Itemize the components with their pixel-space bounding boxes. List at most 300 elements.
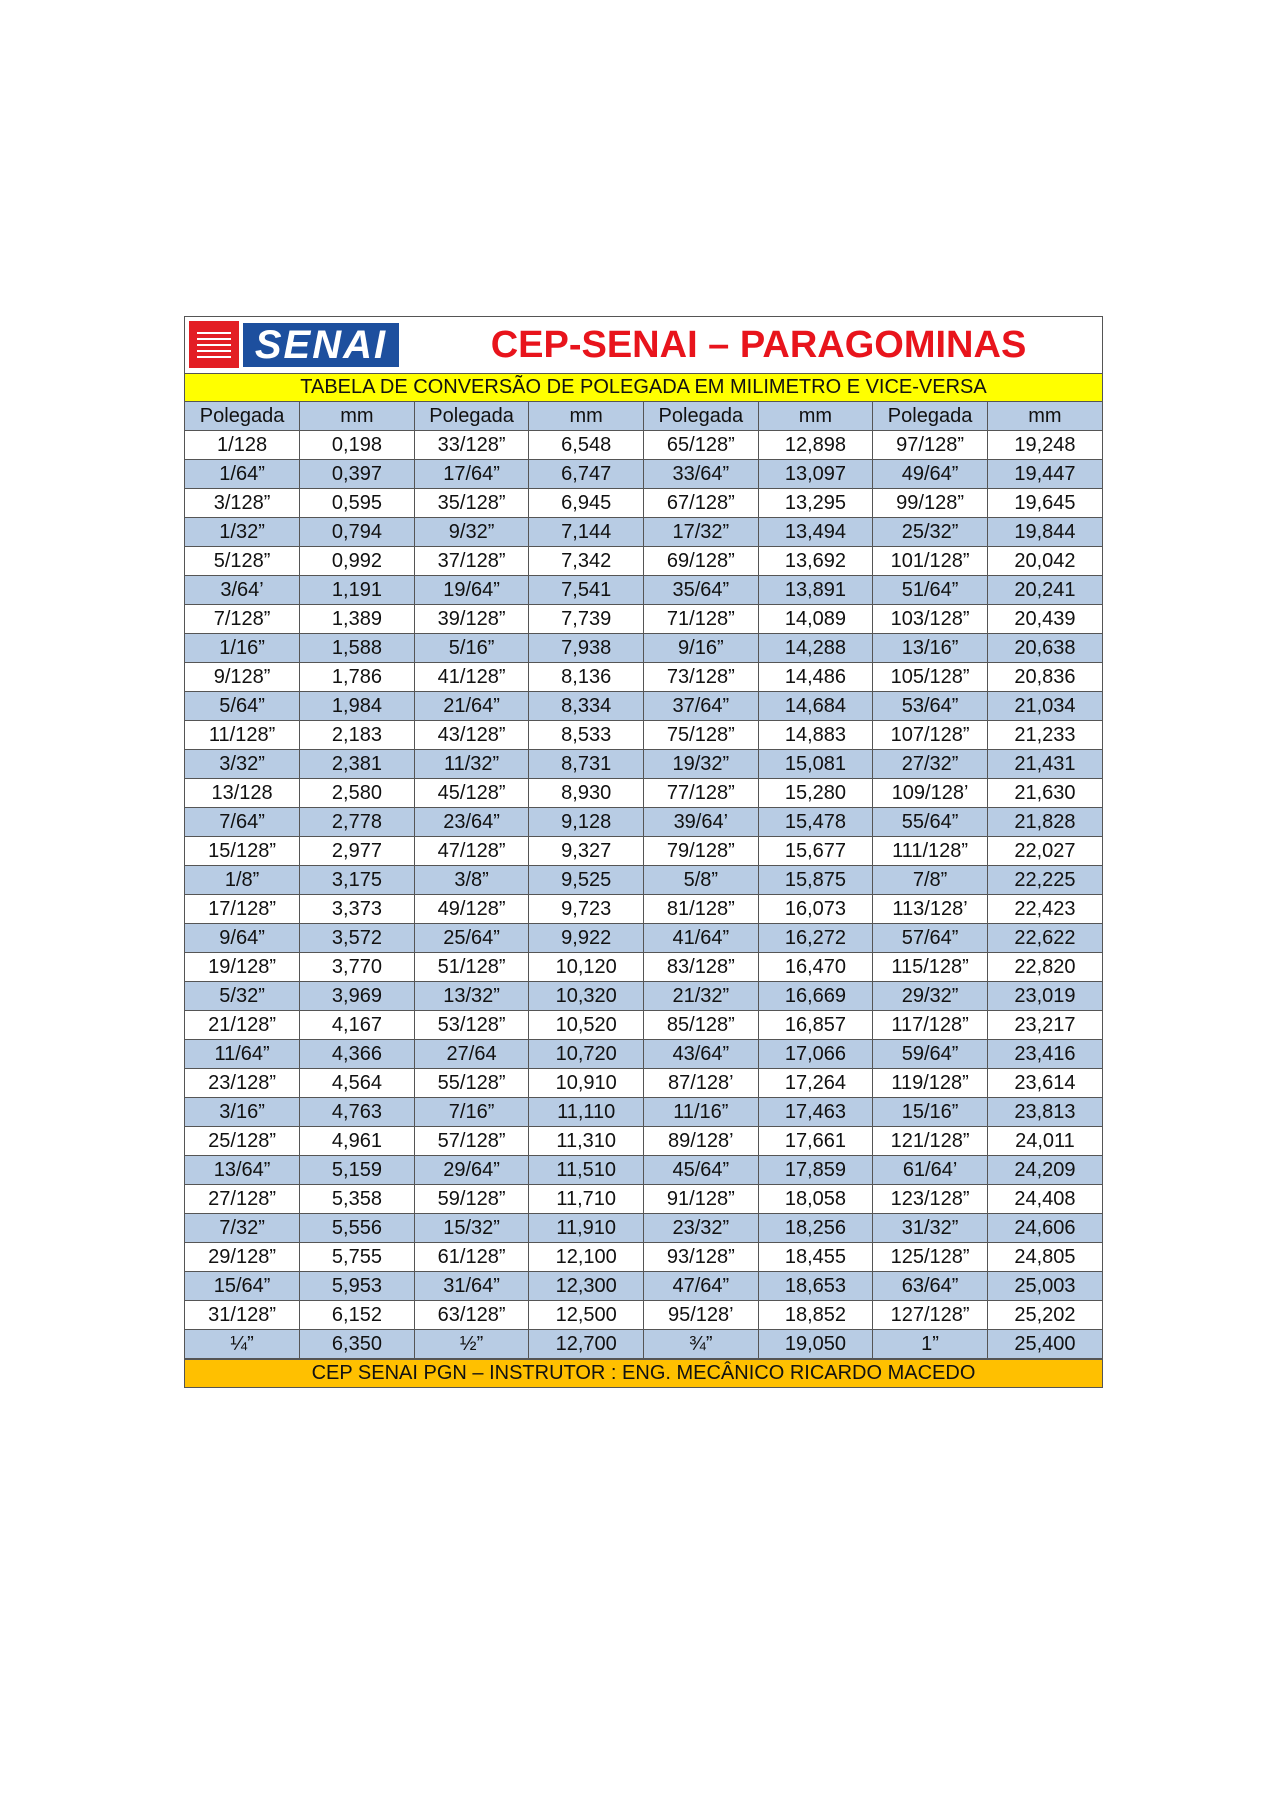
column-header: mm — [529, 402, 644, 431]
mm-cell: 6,747 — [529, 460, 644, 489]
table-row — [185, 1185, 1102, 1214]
mm-cell: 19,050 — [758, 1330, 873, 1359]
column-header: Polegada — [185, 402, 300, 431]
mm-cell: 3,373 — [300, 895, 415, 924]
mm-cell: 17,463 — [758, 1098, 873, 1127]
table-row — [185, 895, 1102, 924]
inch-cell: 23/64” — [414, 808, 529, 837]
inch-cell: 21/128” — [185, 1011, 300, 1040]
mm-cell: 11,910 — [529, 1214, 644, 1243]
mm-cell: 21,034 — [987, 692, 1102, 721]
inch-cell: 3/16” — [185, 1098, 300, 1127]
mm-cell: 13,891 — [758, 576, 873, 605]
inch-cell: 15/16” — [873, 1098, 988, 1127]
mm-cell: 16,073 — [758, 895, 873, 924]
mm-cell: 24,408 — [987, 1185, 1102, 1214]
inch-cell: 87/128’ — [644, 1069, 759, 1098]
inch-cell: 5/8” — [644, 866, 759, 895]
inch-cell: 75/128” — [644, 721, 759, 750]
inch-cell: 1/16” — [185, 634, 300, 663]
inch-cell: 7/8” — [873, 866, 988, 895]
mm-cell: 8,334 — [529, 692, 644, 721]
inch-cell: 11/64” — [185, 1040, 300, 1069]
inch-cell: 105/128” — [873, 663, 988, 692]
mm-cell: 19,248 — [987, 431, 1102, 460]
mm-cell: 3,770 — [300, 953, 415, 982]
mm-cell: 25,003 — [987, 1272, 1102, 1301]
mm-cell: 21,630 — [987, 779, 1102, 808]
inch-cell: 65/128” — [644, 431, 759, 460]
inch-cell: 43/64” — [644, 1040, 759, 1069]
table-row — [185, 1069, 1102, 1098]
inch-cell: 33/128” — [414, 431, 529, 460]
inch-cell: 73/128” — [644, 663, 759, 692]
inch-cell: 9/128” — [185, 663, 300, 692]
inch-cell: 21/64” — [414, 692, 529, 721]
mm-cell: 1,191 — [300, 576, 415, 605]
inch-cell: 19/128” — [185, 953, 300, 982]
inch-cell: 111/128” — [873, 837, 988, 866]
mm-cell: 24,805 — [987, 1243, 1102, 1272]
inch-cell: 33/64” — [644, 460, 759, 489]
mm-cell: 14,288 — [758, 634, 873, 663]
mm-cell: 2,381 — [300, 750, 415, 779]
inch-cell: 71/128” — [644, 605, 759, 634]
inch-cell: 17/128” — [185, 895, 300, 924]
inch-cell: 91/128” — [644, 1185, 759, 1214]
mm-cell: 0,992 — [300, 547, 415, 576]
table-row — [185, 547, 1102, 576]
mm-cell: 23,019 — [987, 982, 1102, 1011]
mm-cell: 5,556 — [300, 1214, 415, 1243]
inch-cell: 37/128” — [414, 547, 529, 576]
mm-cell: 1,389 — [300, 605, 415, 634]
mm-cell: 8,533 — [529, 721, 644, 750]
mm-cell: 7,938 — [529, 634, 644, 663]
inch-cell: 17/32” — [644, 518, 759, 547]
table-row — [185, 866, 1102, 895]
mm-cell: 22,622 — [987, 924, 1102, 953]
mm-cell: 16,470 — [758, 953, 873, 982]
mm-cell: 10,520 — [529, 1011, 644, 1040]
inch-cell: 93/128” — [644, 1243, 759, 1272]
mm-cell: 11,510 — [529, 1156, 644, 1185]
mm-cell: 10,320 — [529, 982, 644, 1011]
mm-cell: 23,614 — [987, 1069, 1102, 1098]
inch-cell: 69/128” — [644, 547, 759, 576]
instructor-footer: CEP SENAI PGN – INSTRUTOR : ENG. MECÂNICO RICARDO MACEDO — [185, 1359, 1102, 1387]
table-row — [185, 1040, 1102, 1069]
mm-cell: 7,541 — [529, 576, 644, 605]
inch-cell: 11/32” — [414, 750, 529, 779]
mm-cell: 11,310 — [529, 1127, 644, 1156]
mm-cell: 19,645 — [987, 489, 1102, 518]
mm-cell: 5,358 — [300, 1185, 415, 1214]
inch-cell: 1/128 — [185, 431, 300, 460]
mm-cell: 11,710 — [529, 1185, 644, 1214]
inch-cell: 47/128” — [414, 837, 529, 866]
inch-cell: 43/128” — [414, 721, 529, 750]
table-row — [185, 1243, 1102, 1272]
inch-cell: 89/128’ — [644, 1127, 759, 1156]
mm-cell: 11,110 — [529, 1098, 644, 1127]
mm-cell: 0,794 — [300, 518, 415, 547]
table-row — [185, 1214, 1102, 1243]
mm-cell: 6,945 — [529, 489, 644, 518]
inch-cell: 7/16” — [414, 1098, 529, 1127]
inch-cell: 51/128” — [414, 953, 529, 982]
table-row — [185, 576, 1102, 605]
inch-cell: 121/128” — [873, 1127, 988, 1156]
mm-cell: 2,183 — [300, 721, 415, 750]
inch-cell: 7/128” — [185, 605, 300, 634]
mm-cell: 6,548 — [529, 431, 644, 460]
inch-cell: 27/128” — [185, 1185, 300, 1214]
mm-cell: 5,755 — [300, 1243, 415, 1272]
mm-cell: 14,486 — [758, 663, 873, 692]
table-row — [185, 605, 1102, 634]
column-header: Polegada — [873, 402, 988, 431]
inch-cell: 85/128” — [644, 1011, 759, 1040]
mm-cell: 9,128 — [529, 808, 644, 837]
inch-cell: 9/64” — [185, 924, 300, 953]
mm-cell: 13,097 — [758, 460, 873, 489]
mm-cell: 7,144 — [529, 518, 644, 547]
inch-cell: 107/128” — [873, 721, 988, 750]
mm-cell: 4,763 — [300, 1098, 415, 1127]
inch-cell: 7/32” — [185, 1214, 300, 1243]
inch-cell: 61/64’ — [873, 1156, 988, 1185]
inch-cell: 1/32” — [185, 518, 300, 547]
mm-cell: 14,684 — [758, 692, 873, 721]
inch-cell: 99/128” — [873, 489, 988, 518]
inch-cell: 15/64” — [185, 1272, 300, 1301]
inch-cell: 81/128” — [644, 895, 759, 924]
mm-cell: 13,692 — [758, 547, 873, 576]
inch-cell: 97/128” — [873, 431, 988, 460]
mm-cell: 15,081 — [758, 750, 873, 779]
table-row — [185, 489, 1102, 518]
mm-cell: 0,595 — [300, 489, 415, 518]
inch-cell: 113/128’ — [873, 895, 988, 924]
table-row — [185, 808, 1102, 837]
mm-cell: 20,439 — [987, 605, 1102, 634]
inch-cell: 11/128” — [185, 721, 300, 750]
inch-cell: 5/32” — [185, 982, 300, 1011]
inch-cell: 13/16” — [873, 634, 988, 663]
mm-cell: 22,027 — [987, 837, 1102, 866]
inch-cell: 125/128” — [873, 1243, 988, 1272]
inch-cell: 11/16” — [644, 1098, 759, 1127]
inch-cell: 37/64” — [644, 692, 759, 721]
inch-cell: 5/128” — [185, 547, 300, 576]
table-row — [185, 1156, 1102, 1185]
mm-cell: 2,580 — [300, 779, 415, 808]
inch-cell: 57/64” — [873, 924, 988, 953]
inch-cell: 5/16” — [414, 634, 529, 663]
mm-cell: 12,898 — [758, 431, 873, 460]
mm-cell: 5,159 — [300, 1156, 415, 1185]
mm-cell: 15,280 — [758, 779, 873, 808]
inch-cell: 13/64” — [185, 1156, 300, 1185]
mm-cell: 20,042 — [987, 547, 1102, 576]
table-row — [185, 518, 1102, 547]
mm-cell: 10,120 — [529, 953, 644, 982]
table-row — [185, 460, 1102, 489]
inch-cell: 21/32” — [644, 982, 759, 1011]
inch-cell: 17/64” — [414, 460, 529, 489]
column-header: Polegada — [644, 402, 759, 431]
table-row — [185, 1011, 1102, 1040]
mm-cell: 9,525 — [529, 866, 644, 895]
mm-cell: 18,058 — [758, 1185, 873, 1214]
mm-cell: 17,859 — [758, 1156, 873, 1185]
mm-cell: 1,984 — [300, 692, 415, 721]
inch-cell: 55/64” — [873, 808, 988, 837]
mm-cell: 12,300 — [529, 1272, 644, 1301]
inch-cell: 15/32” — [414, 1214, 529, 1243]
fiepa-logo — [189, 321, 239, 368]
inch-cell: 49/64” — [873, 460, 988, 489]
inch-cell: 15/128” — [185, 837, 300, 866]
mm-cell: 22,423 — [987, 895, 1102, 924]
inch-cell: 55/128” — [414, 1069, 529, 1098]
inch-cell: 79/128” — [644, 837, 759, 866]
mm-cell: 0,198 — [300, 431, 415, 460]
header-row — [185, 402, 1102, 431]
inch-cell: 35/64” — [644, 576, 759, 605]
inch-cell: 57/128” — [414, 1127, 529, 1156]
inch-cell: 1” — [873, 1330, 988, 1359]
table-row — [185, 1127, 1102, 1156]
inch-cell: 45/128” — [414, 779, 529, 808]
inch-cell: 25/64” — [414, 924, 529, 953]
table-row — [185, 431, 1102, 460]
mm-cell: 2,977 — [300, 837, 415, 866]
inch-cell: 3/32” — [185, 750, 300, 779]
mm-cell: 17,264 — [758, 1069, 873, 1098]
mm-cell: 8,731 — [529, 750, 644, 779]
inch-cell: 27/64 — [414, 1040, 529, 1069]
inch-cell: 5/64” — [185, 692, 300, 721]
inch-cell: 19/64” — [414, 576, 529, 605]
inch-cell: 53/64” — [873, 692, 988, 721]
mm-cell: 9,922 — [529, 924, 644, 953]
table-row — [185, 1272, 1102, 1301]
inch-cell: 25/32” — [873, 518, 988, 547]
mm-cell: 25,202 — [987, 1301, 1102, 1330]
conversion-sheet — [184, 316, 1103, 1388]
mm-cell: 18,455 — [758, 1243, 873, 1272]
conversion-table — [185, 402, 1102, 1359]
inch-cell: 49/128” — [414, 895, 529, 924]
mm-cell: 10,910 — [529, 1069, 644, 1098]
table-row — [185, 1098, 1102, 1127]
mm-cell: 13,494 — [758, 518, 873, 547]
mm-cell: 14,089 — [758, 605, 873, 634]
table-body — [185, 431, 1102, 1359]
table-row — [185, 1301, 1102, 1330]
mm-cell: 2,778 — [300, 808, 415, 837]
mm-cell: 21,828 — [987, 808, 1102, 837]
mm-cell: 8,930 — [529, 779, 644, 808]
inch-cell: 83/128” — [644, 953, 759, 982]
mm-cell: 23,813 — [987, 1098, 1102, 1127]
mm-cell: 6,152 — [300, 1301, 415, 1330]
table-row — [185, 837, 1102, 866]
inch-cell: 63/64” — [873, 1272, 988, 1301]
mm-cell: 7,342 — [529, 547, 644, 576]
inch-cell: 3/8” — [414, 866, 529, 895]
mm-cell: 3,175 — [300, 866, 415, 895]
mm-cell: 18,653 — [758, 1272, 873, 1301]
table-row — [185, 982, 1102, 1011]
mm-cell: 6,350 — [300, 1330, 415, 1359]
mm-cell: 12,500 — [529, 1301, 644, 1330]
mm-cell: 22,820 — [987, 953, 1102, 982]
table-row — [185, 750, 1102, 779]
inch-cell: 23/32” — [644, 1214, 759, 1243]
inch-cell: ½” — [414, 1330, 529, 1359]
inch-cell: ¼” — [185, 1330, 300, 1359]
mm-cell: 16,669 — [758, 982, 873, 1011]
table-row — [185, 779, 1102, 808]
mm-cell: 3,969 — [300, 982, 415, 1011]
inch-cell: 31/128” — [185, 1301, 300, 1330]
mm-cell: 9,723 — [529, 895, 644, 924]
mm-cell: 4,564 — [300, 1069, 415, 1098]
inch-cell: 9/16” — [644, 634, 759, 663]
inch-cell: 63/128” — [414, 1301, 529, 1330]
page-title: CEP-SENAI – PARAGOMINAS — [490, 323, 1027, 366]
mm-cell: 16,272 — [758, 924, 873, 953]
sheet-header — [185, 317, 1102, 374]
table-row — [185, 692, 1102, 721]
senai-logo: SENAI — [243, 323, 399, 367]
inch-cell: 3/128” — [185, 489, 300, 518]
inch-cell: 39/128” — [414, 605, 529, 634]
mm-cell: 17,661 — [758, 1127, 873, 1156]
mm-cell: 22,225 — [987, 866, 1102, 895]
mm-cell: 15,875 — [758, 866, 873, 895]
inch-cell: 119/128” — [873, 1069, 988, 1098]
mm-cell: 4,167 — [300, 1011, 415, 1040]
inch-cell: 29/32” — [873, 982, 988, 1011]
inch-cell: 115/128” — [873, 953, 988, 982]
inch-cell: 47/64” — [644, 1272, 759, 1301]
mm-cell: 15,478 — [758, 808, 873, 837]
mm-cell: 4,961 — [300, 1127, 415, 1156]
inch-cell: 41/128” — [414, 663, 529, 692]
mm-cell: 10,720 — [529, 1040, 644, 1069]
inch-cell: 31/32” — [873, 1214, 988, 1243]
inch-cell: 35/128” — [414, 489, 529, 518]
inch-cell: 95/128’ — [644, 1301, 759, 1330]
inch-cell: 23/128” — [185, 1069, 300, 1098]
column-header: mm — [300, 402, 415, 431]
inch-cell: 117/128” — [873, 1011, 988, 1040]
inch-cell: 13/128 — [185, 779, 300, 808]
mm-cell: 3,572 — [300, 924, 415, 953]
column-header: mm — [758, 402, 873, 431]
mm-cell: 18,852 — [758, 1301, 873, 1330]
mm-cell: 20,836 — [987, 663, 1102, 692]
mm-cell: 7,739 — [529, 605, 644, 634]
inch-cell: 53/128” — [414, 1011, 529, 1040]
inch-cell: 45/64” — [644, 1156, 759, 1185]
inch-cell: 29/64” — [414, 1156, 529, 1185]
mm-cell: 25,400 — [987, 1330, 1102, 1359]
mm-cell: 16,857 — [758, 1011, 873, 1040]
inch-cell: 39/64’ — [644, 808, 759, 837]
column-header: Polegada — [414, 402, 529, 431]
inch-cell: 59/128” — [414, 1185, 529, 1214]
inch-cell: 19/32” — [644, 750, 759, 779]
table-row — [185, 953, 1102, 982]
mm-cell: 24,011 — [987, 1127, 1102, 1156]
mm-cell: 18,256 — [758, 1214, 873, 1243]
mm-cell: 9,327 — [529, 837, 644, 866]
mm-cell: 19,447 — [987, 460, 1102, 489]
inch-cell: 7/64” — [185, 808, 300, 837]
mm-cell: 4,366 — [300, 1040, 415, 1069]
inch-cell: 27/32” — [873, 750, 988, 779]
inch-cell: 9/32” — [414, 518, 529, 547]
inch-cell: 51/64” — [873, 576, 988, 605]
mm-cell: 19,844 — [987, 518, 1102, 547]
mm-cell: 20,638 — [987, 634, 1102, 663]
table-subtitle: TABELA DE CONVERSÃO DE POLEGADA EM MILIMETRO E VICE-VERSA — [185, 374, 1102, 402]
mm-cell: 24,606 — [987, 1214, 1102, 1243]
inch-cell: 1/8” — [185, 866, 300, 895]
inch-cell: 101/128” — [873, 547, 988, 576]
table-row — [185, 1330, 1102, 1359]
inch-cell: 3/64’ — [185, 576, 300, 605]
mm-cell: 5,953 — [300, 1272, 415, 1301]
mm-cell: 20,241 — [987, 576, 1102, 605]
mm-cell: 24,209 — [987, 1156, 1102, 1185]
mm-cell: 17,066 — [758, 1040, 873, 1069]
mm-cell: 14,883 — [758, 721, 873, 750]
mm-cell: 23,416 — [987, 1040, 1102, 1069]
mm-cell: 1,786 — [300, 663, 415, 692]
mm-cell: 15,677 — [758, 837, 873, 866]
table-row — [185, 663, 1102, 692]
mm-cell: 21,233 — [987, 721, 1102, 750]
mm-cell: 12,700 — [529, 1330, 644, 1359]
inch-cell: 67/128” — [644, 489, 759, 518]
table-row — [185, 924, 1102, 953]
inch-cell: 1/64” — [185, 460, 300, 489]
inch-cell: 127/128” — [873, 1301, 988, 1330]
inch-cell: 59/64” — [873, 1040, 988, 1069]
table-row — [185, 721, 1102, 750]
inch-cell: 123/128” — [873, 1185, 988, 1214]
mm-cell: 13,295 — [758, 489, 873, 518]
inch-cell: 103/128” — [873, 605, 988, 634]
inch-cell: 13/32” — [414, 982, 529, 1011]
inch-cell: 25/128” — [185, 1127, 300, 1156]
mm-cell: 12,100 — [529, 1243, 644, 1272]
inch-cell: 41/64” — [644, 924, 759, 953]
mm-cell: 21,431 — [987, 750, 1102, 779]
inch-cell: 61/128” — [414, 1243, 529, 1272]
inch-cell: 109/128’ — [873, 779, 988, 808]
mm-cell: 8,136 — [529, 663, 644, 692]
mm-cell: 0,397 — [300, 460, 415, 489]
mm-cell: 23,217 — [987, 1011, 1102, 1040]
column-header: mm — [987, 402, 1102, 431]
